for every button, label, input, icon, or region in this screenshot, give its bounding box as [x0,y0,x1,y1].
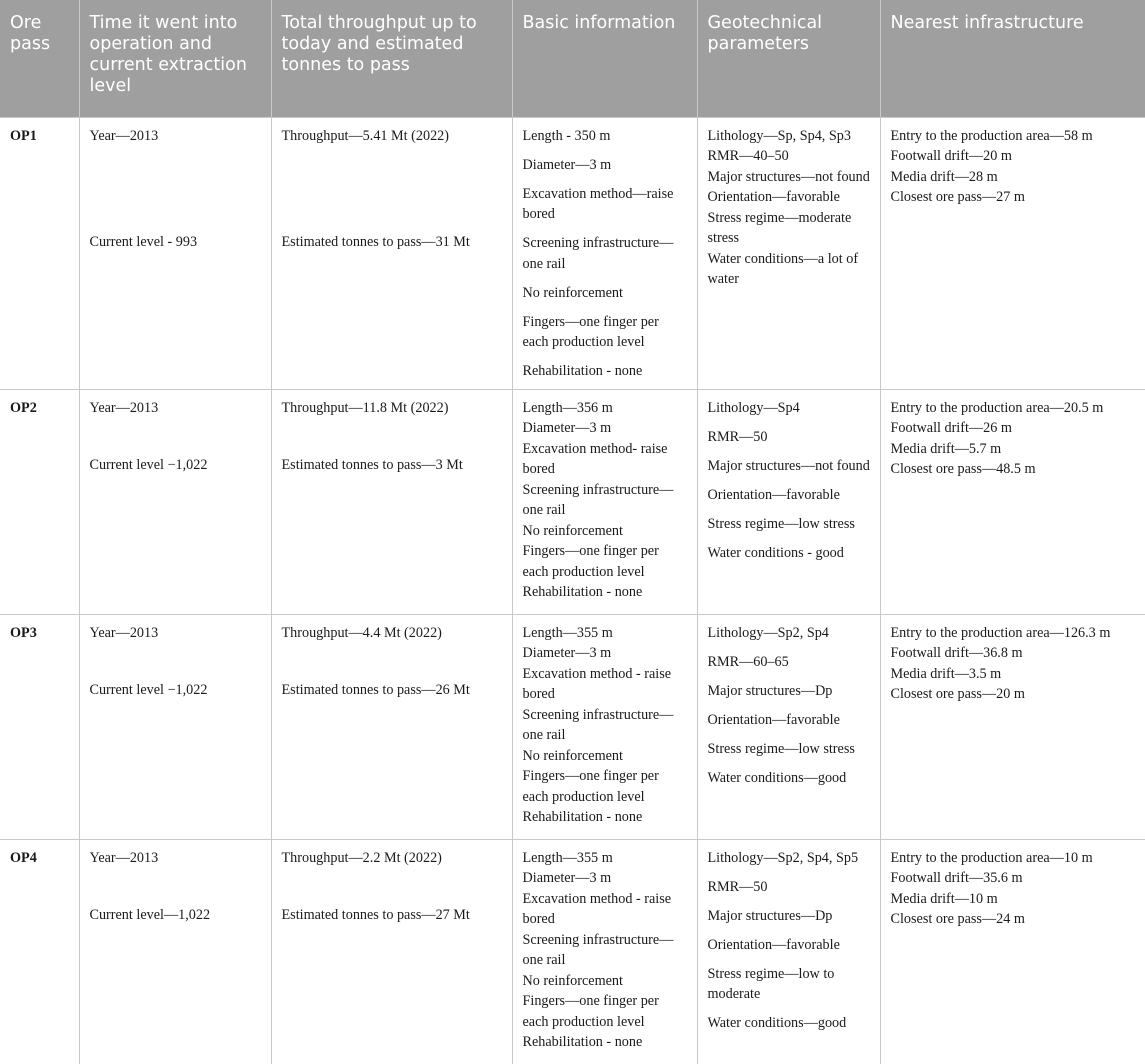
geo-param-item: Lithology—Sp2, Sp4 [707,624,829,641]
ore-pass-id: OP1 [0,117,79,389]
infra-item: Media drift—5.7 m [890,440,1002,457]
geo-param-item: Orientation—favorable [707,936,840,953]
table-row [0,389,1145,614]
basic-info-item: Fingers—one finger per each production level [522,543,659,580]
current-level: Current level—1,022 [89,907,211,923]
basic-info-cell [512,117,697,389]
basic-info-item: Diameter—3 m [522,420,612,436]
header-basic-info: Basic information [512,0,697,117]
infrastructure-cell [880,614,1145,839]
throughput-cell [271,389,512,614]
infra-item: Footwall drift—20 m [890,148,1012,164]
operation-year: Year—2013 [89,624,159,641]
current-level: Current level −1,022 [89,682,208,698]
geo-param-item: Major structures—Dp [707,907,833,924]
estimated-tonnes: Estimated tonnes to pass—26 Mt [281,682,470,698]
table-header-row [0,0,1145,117]
basic-info-item: Fingers—one finger per each production level [522,768,659,805]
infra-item: Media drift—28 m [890,168,998,185]
operation-cell [79,614,271,839]
basic-info-cell [512,839,697,1064]
basic-info-item: No reinforcement [522,284,623,301]
basic-info-item: No reinforcement [522,747,623,764]
throughput: Throughput—2.2 Mt (2022) [281,849,442,866]
operation-year: Year—2013 [89,399,159,416]
geo-param-item: Stress regime—low to moderate [707,965,835,1002]
basic-info-item: Excavation method - raise bored [522,890,672,927]
basic-info-item: Fingers—one finger per each production level [522,993,659,1030]
geotechnical-cell [697,839,880,1064]
current-level: Current level - 993 [89,234,198,250]
estimated-tonnes: Estimated tonnes to pass—27 Mt [281,907,470,923]
header-infrastructure: Nearest infrastructure [880,0,1145,117]
geo-param-item: Water conditions—good [707,1015,847,1031]
infrastructure-cell [880,389,1145,614]
geo-param-item: Water conditions - good [707,544,844,561]
header-throughput: Total throughput up to today and estimated tonnes to pass [271,0,512,117]
ore-pass-id: OP2 [0,389,79,614]
basic-info-item: Length—355 m [522,849,613,866]
geo-param-item: Orientation—favorable [707,486,840,503]
basic-info-item: No reinforcement [522,522,623,539]
geo-param-item: Lithology—Sp2, Sp4, Sp5 [707,849,859,866]
geotechnical-cell [697,117,880,389]
geo-param-item: Major structures—not found [707,457,870,474]
infra-item: Entry to the production area—10 m [890,849,1093,866]
current-level: Current level −1,022 [89,457,208,473]
geotechnical-cell [697,389,880,614]
infra-item: Closest ore pass—48.5 m [890,461,1036,477]
basic-info-cell [512,614,697,839]
geo-param-item: RMR—60–65 [707,653,789,670]
table-row [0,839,1145,1064]
geo-param-item: Water conditions—a lot of water [707,250,859,287]
geo-param-item: Major structures—not found [707,168,870,185]
infra-item: Entry to the production area—126.3 m [890,624,1111,641]
operation-cell [79,389,271,614]
ore-pass-id: OP4 [0,839,79,1064]
header-time-level: Time it went into operation and current extraction level [79,0,271,117]
basic-info-item: Rehabilitation - none [522,584,643,600]
geo-param-item: RMR—40–50 [707,148,789,164]
basic-info-item: Screening infrastructure—one rail [522,235,674,272]
basic-info-item: Rehabilitation - none [522,809,643,825]
infra-item: Media drift—3.5 m [890,665,1002,682]
basic-info-item: Screening infrastructure—one rail [522,706,674,743]
basic-info-item: Rehabilitation - none [522,363,643,379]
basic-info-item: Excavation method—raise bored [522,185,674,222]
geo-param-item: Stress regime—low stress [707,740,855,757]
geo-param-item: Orientation—favorable [707,711,840,728]
header-ore-pass: Ore pass [0,0,79,117]
throughput: Throughput—5.41 Mt (2022) [281,127,449,144]
basic-info-item: Screening infrastructure—one rail [522,931,674,968]
basic-info-item: Diameter—3 m [522,156,612,173]
infra-item: Media drift—10 m [890,890,998,907]
basic-info-item: Rehabilitation - none [522,1034,643,1050]
operation-year: Year—2013 [89,127,159,144]
basic-info-item: Excavation method- raise bored [522,440,668,477]
geo-param-item: RMR—50 [707,428,768,445]
basic-info-item: Fingers—one finger per each production level [522,313,659,350]
operation-cell [79,117,271,389]
operation-year: Year—2013 [89,849,159,866]
infrastructure-cell [880,117,1145,389]
geo-param-item: Lithology—Sp4 [707,399,800,416]
table-row [0,117,1145,389]
throughput-cell [271,839,512,1064]
infra-item: Footwall drift—36.8 m [890,645,1023,661]
infra-item: Closest ore pass—20 m [890,686,1025,702]
infra-item: Closest ore pass—24 m [890,911,1025,927]
basic-info-item: Length—355 m [522,624,613,641]
geo-param-item: Water conditions—good [707,769,847,786]
header-geotechnical: Geotechnical parameters [697,0,880,117]
operation-cell [79,839,271,1064]
throughput-cell [271,614,512,839]
basic-info-item: Length - 350 m [522,127,611,144]
geo-param-item: Stress regime—low stress [707,515,855,532]
throughput: Throughput—4.4 Mt (2022) [281,624,442,641]
infra-item: Footwall drift—35.6 m [890,870,1023,886]
estimated-tonnes: Estimated tonnes to pass—31 Mt [281,234,470,250]
basic-info-item: Diameter—3 m [522,645,612,661]
basic-info-item: Screening infrastructure—one rail [522,481,674,518]
infra-item: Footwall drift—26 m [890,420,1012,436]
infra-item: Closest ore pass—27 m [890,189,1025,205]
infrastructure-cell [880,839,1145,1064]
basic-info-cell [512,389,697,614]
geo-param-item: Stress regime—moderate stress [707,209,852,246]
estimated-tonnes: Estimated tonnes to pass—3 Mt [281,457,463,473]
basic-info-item: No reinforcement [522,972,623,989]
geo-param-item: Orientation—favorable [707,189,840,205]
infra-item: Entry to the production area—58 m [890,127,1093,144]
throughput: Throughput—11.8 Mt (2022) [281,399,449,416]
geo-param-item: RMR—50 [707,878,768,895]
infra-item: Entry to the production area—20.5 m [890,399,1104,416]
basic-info-item: Excavation method - raise bored [522,665,672,702]
geotechnical-cell [697,614,880,839]
basic-info-item: Length—356 m [522,399,613,416]
geo-param-item: Lithology—Sp, Sp4, Sp3 [707,127,851,144]
ore-pass-id: OP3 [0,614,79,839]
throughput-cell [271,117,512,389]
basic-info-item: Diameter—3 m [522,870,612,886]
table-row [0,614,1145,839]
geo-param-item: Major structures—Dp [707,682,833,699]
